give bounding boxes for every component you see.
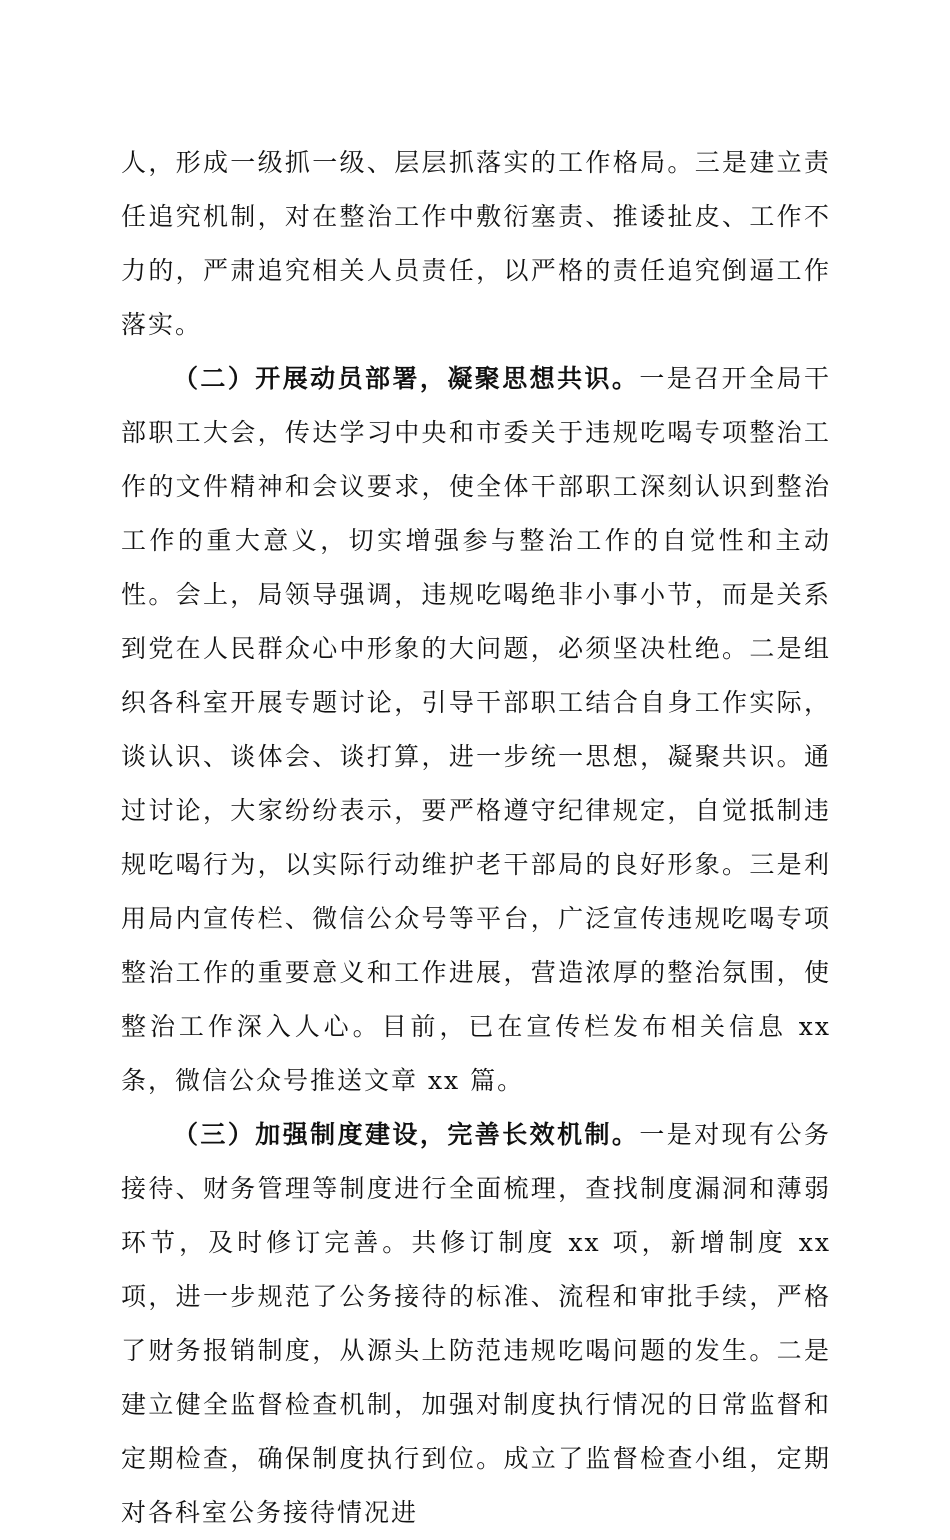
document-body xyxy=(121,136,831,1540)
section-heading-2: （二）开展动员部署，凝聚思想共识。 xyxy=(173,364,640,393)
paragraph-body: 一是召开全局干部职工大会，传达学习中央和市委关于违规吃喝专项整治工作的文件精神和会议要求，使全体干部职工深刻认识到整治工作的重大意义，切实增强参与整治工作的自觉性和主动性。会上，局领导强调，违规吃喝绝非小事小节，而是关系到党在人民群众心中形象的大问题，必须坚决杜绝。二是组织各科室开展专题讨论，引导干部职工结合自身工作实际，谈认识、谈体会、谈打算，进一步统一思想，凝聚共识。通过讨论，大家纷纷表示，要严格遵守纪律规定，自觉抵制违规吃喝行为，以实际行动维护老干部局的良好形象。三是利用局内宣传栏、微信公众号等平台，广泛宣传违规吃喝专项整治工作的重要意义和工作进展，营造浓厚的整治氛围，使整治工作深入人心。目前，已在宣传栏发布相关信息 xx 条，微信公众号推送文章 xx 篇。 xyxy=(121,364,831,1095)
paragraph-body: 人，形成一级抓一级、层层抓落实的工作格局。三是建立责任追究机制，对在整治工作中敷衍塞责、推诿扯皮、工作不力的，严肃追究相关人员责任，以严格的责任追究倒逼工作落实。 xyxy=(121,148,831,339)
paragraph-body: 一是对现有公务接待、财务管理等制度进行全面梳理，查找制度漏洞和薄弱环节，及时修订完善。共修订制度 xx 项，新增制度 xx 项，进一步规范了公务接待的标准、流程和审批手续，严格了财务报销制度，从源头上防范违规吃喝问题的发生。二是建立健全监督检查机制，加强对制度执行情况的日常监督和定期检查，确保制度执行到位。成立了监督检查小组，定期对各科室公务接待情况进 xyxy=(121,1120,831,1527)
paragraph-continuation xyxy=(121,136,831,352)
paragraph-system-building xyxy=(121,1108,831,1540)
paragraph-mobilization xyxy=(121,352,831,1108)
section-heading-3: （三）加强制度建设，完善长效机制。 xyxy=(173,1120,640,1149)
